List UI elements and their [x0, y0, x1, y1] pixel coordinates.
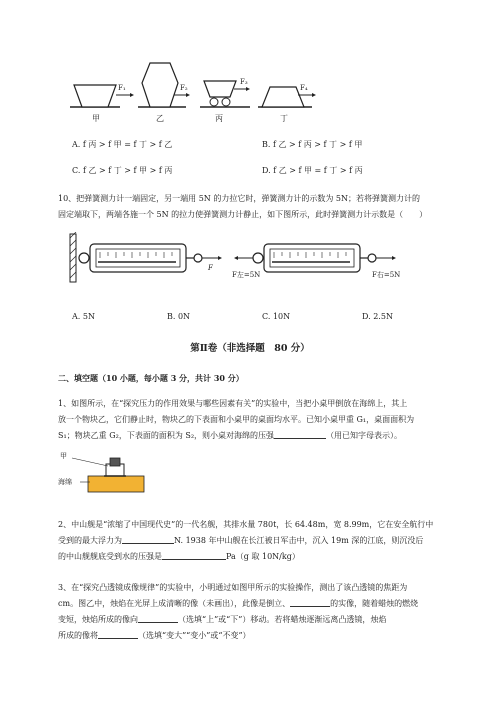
wall-left [70, 232, 76, 282]
force-label-f3: F₃ [240, 78, 248, 86]
q3-answer-blank-2[interactable] [138, 613, 178, 623]
force-label-f4: F₄ [300, 84, 308, 92]
q9-option-c[interactable]: C. f 乙 > f 丁 > f 甲 > f 丙 [72, 166, 173, 175]
q9-option-b[interactable]: B. f 乙 > f 丙 > f 丁 > f 甲 [262, 140, 363, 149]
figure-label-jia: 甲 [92, 114, 100, 123]
q1-answer-blank[interactable] [274, 429, 326, 439]
figure-label-bing: 丙 [215, 114, 223, 123]
q3-answer-blank-3[interactable] [98, 629, 138, 639]
q1-line2: 放一个物块乙，它们静止时，物块乙的下表面和小桌甲的桌面均水平。已知小桌甲重 G₁，桌面面积为 [58, 415, 415, 424]
figure-label-ding: 丁 [280, 114, 288, 123]
spring-right-right-force-label: F右=5N [372, 271, 401, 279]
q1-line1: 1、如图所示，在“探究压力的作用效果与哪些因素有关”的实验中，当把小桌甲倒放在海绵上，其上 [58, 399, 408, 408]
q10-option-c[interactable]: C. 10N [262, 312, 291, 321]
q9-option-a[interactable]: A. f 丙 > f 甲 = f 丁 > f 乙 [72, 140, 173, 149]
figure-label-yi: 乙 [156, 114, 164, 123]
figure-label-sponge: 海绵 [58, 478, 72, 486]
part2-title: 第Ⅱ卷（非选择题 80 分） [190, 343, 310, 354]
q3-line2: cm。图乙中，烛焰在光屏上成清晰的像（未画出），此像是倒立、 的实像，随着蜡烛的燃烧 [58, 599, 419, 608]
spring-scale-right [234, 244, 396, 272]
figure-label-table: 甲 [60, 452, 67, 460]
q1-line3: S₁；物块乙重 G₂，下表面的面积为 S₂，则小桌对海绵的压强 （用已知字母表示）。 [58, 431, 403, 440]
q10-line1: 10、把弹簧测力计一端固定，另一端用 5N 的力拉它时，弹簧测力计的示数为 5N；若将弹簧测力计的 [58, 194, 420, 203]
spring-scale-left [79, 244, 222, 272]
q3-answer-blank-1[interactable] [290, 597, 330, 607]
q2-answer-blank-1[interactable] [122, 534, 174, 544]
force-label-f2: F₂ [180, 84, 188, 92]
q2-line3: 的中山舰舰底受到水的压强是 Pa（g 取 10N/kg） [58, 552, 300, 561]
figure-friction-objects [60, 55, 360, 125]
q10-option-a[interactable]: A. 5N [72, 312, 95, 321]
section2-heading: 二、填空题（10 小题，每小题 3 分，共计 30 分） [58, 373, 244, 383]
spring-left-force-label: F [208, 264, 213, 272]
q3-line1: 3、在“探究凸透镜成像规律”的实验中，小明通过如图甲所示的实验操作，测出了该凸透镜的焦距为 [58, 583, 408, 592]
q2-line1: 2、中山舰是“浓缩了中国现代史”的一代名舰，其排水量 780t，长 64.48m，宽 8.99m，它在安全航行中 [58, 520, 434, 529]
q2-line2: 受到的最大浮力为 N. 1938 年中山舰在长江被日军击中，沉入 19m 深的江底，则沉没后 [58, 536, 424, 545]
figure-table-sponge [58, 450, 158, 498]
spring-right-left-force-label: F左=5N [232, 271, 261, 279]
q2-answer-blank-2[interactable] [162, 550, 226, 560]
q9-option-d[interactable]: D. f 乙 > f 甲 = f 丁 > f 丙 [262, 166, 363, 175]
q3-line4: 所成的像将 （选填“变大”“变小”或“不变”） [58, 631, 251, 640]
q10-option-d[interactable]: D. 2.5N [362, 312, 393, 321]
force-label-f1: F₁ [118, 84, 126, 92]
q10-line2: 固定端取下，两端各施一个 5N 的拉力使弹簧测力计静止，如下图所示，此时弹簧测力计示数是（ ） [58, 210, 428, 219]
q10-option-b[interactable]: B. 0N [167, 312, 191, 321]
q3-line3: 变短，烛焰所成的像向 （选填“上”或“下”）移动。若将蜡烛逐渐远离凸透镜，烛焰 [58, 615, 387, 624]
